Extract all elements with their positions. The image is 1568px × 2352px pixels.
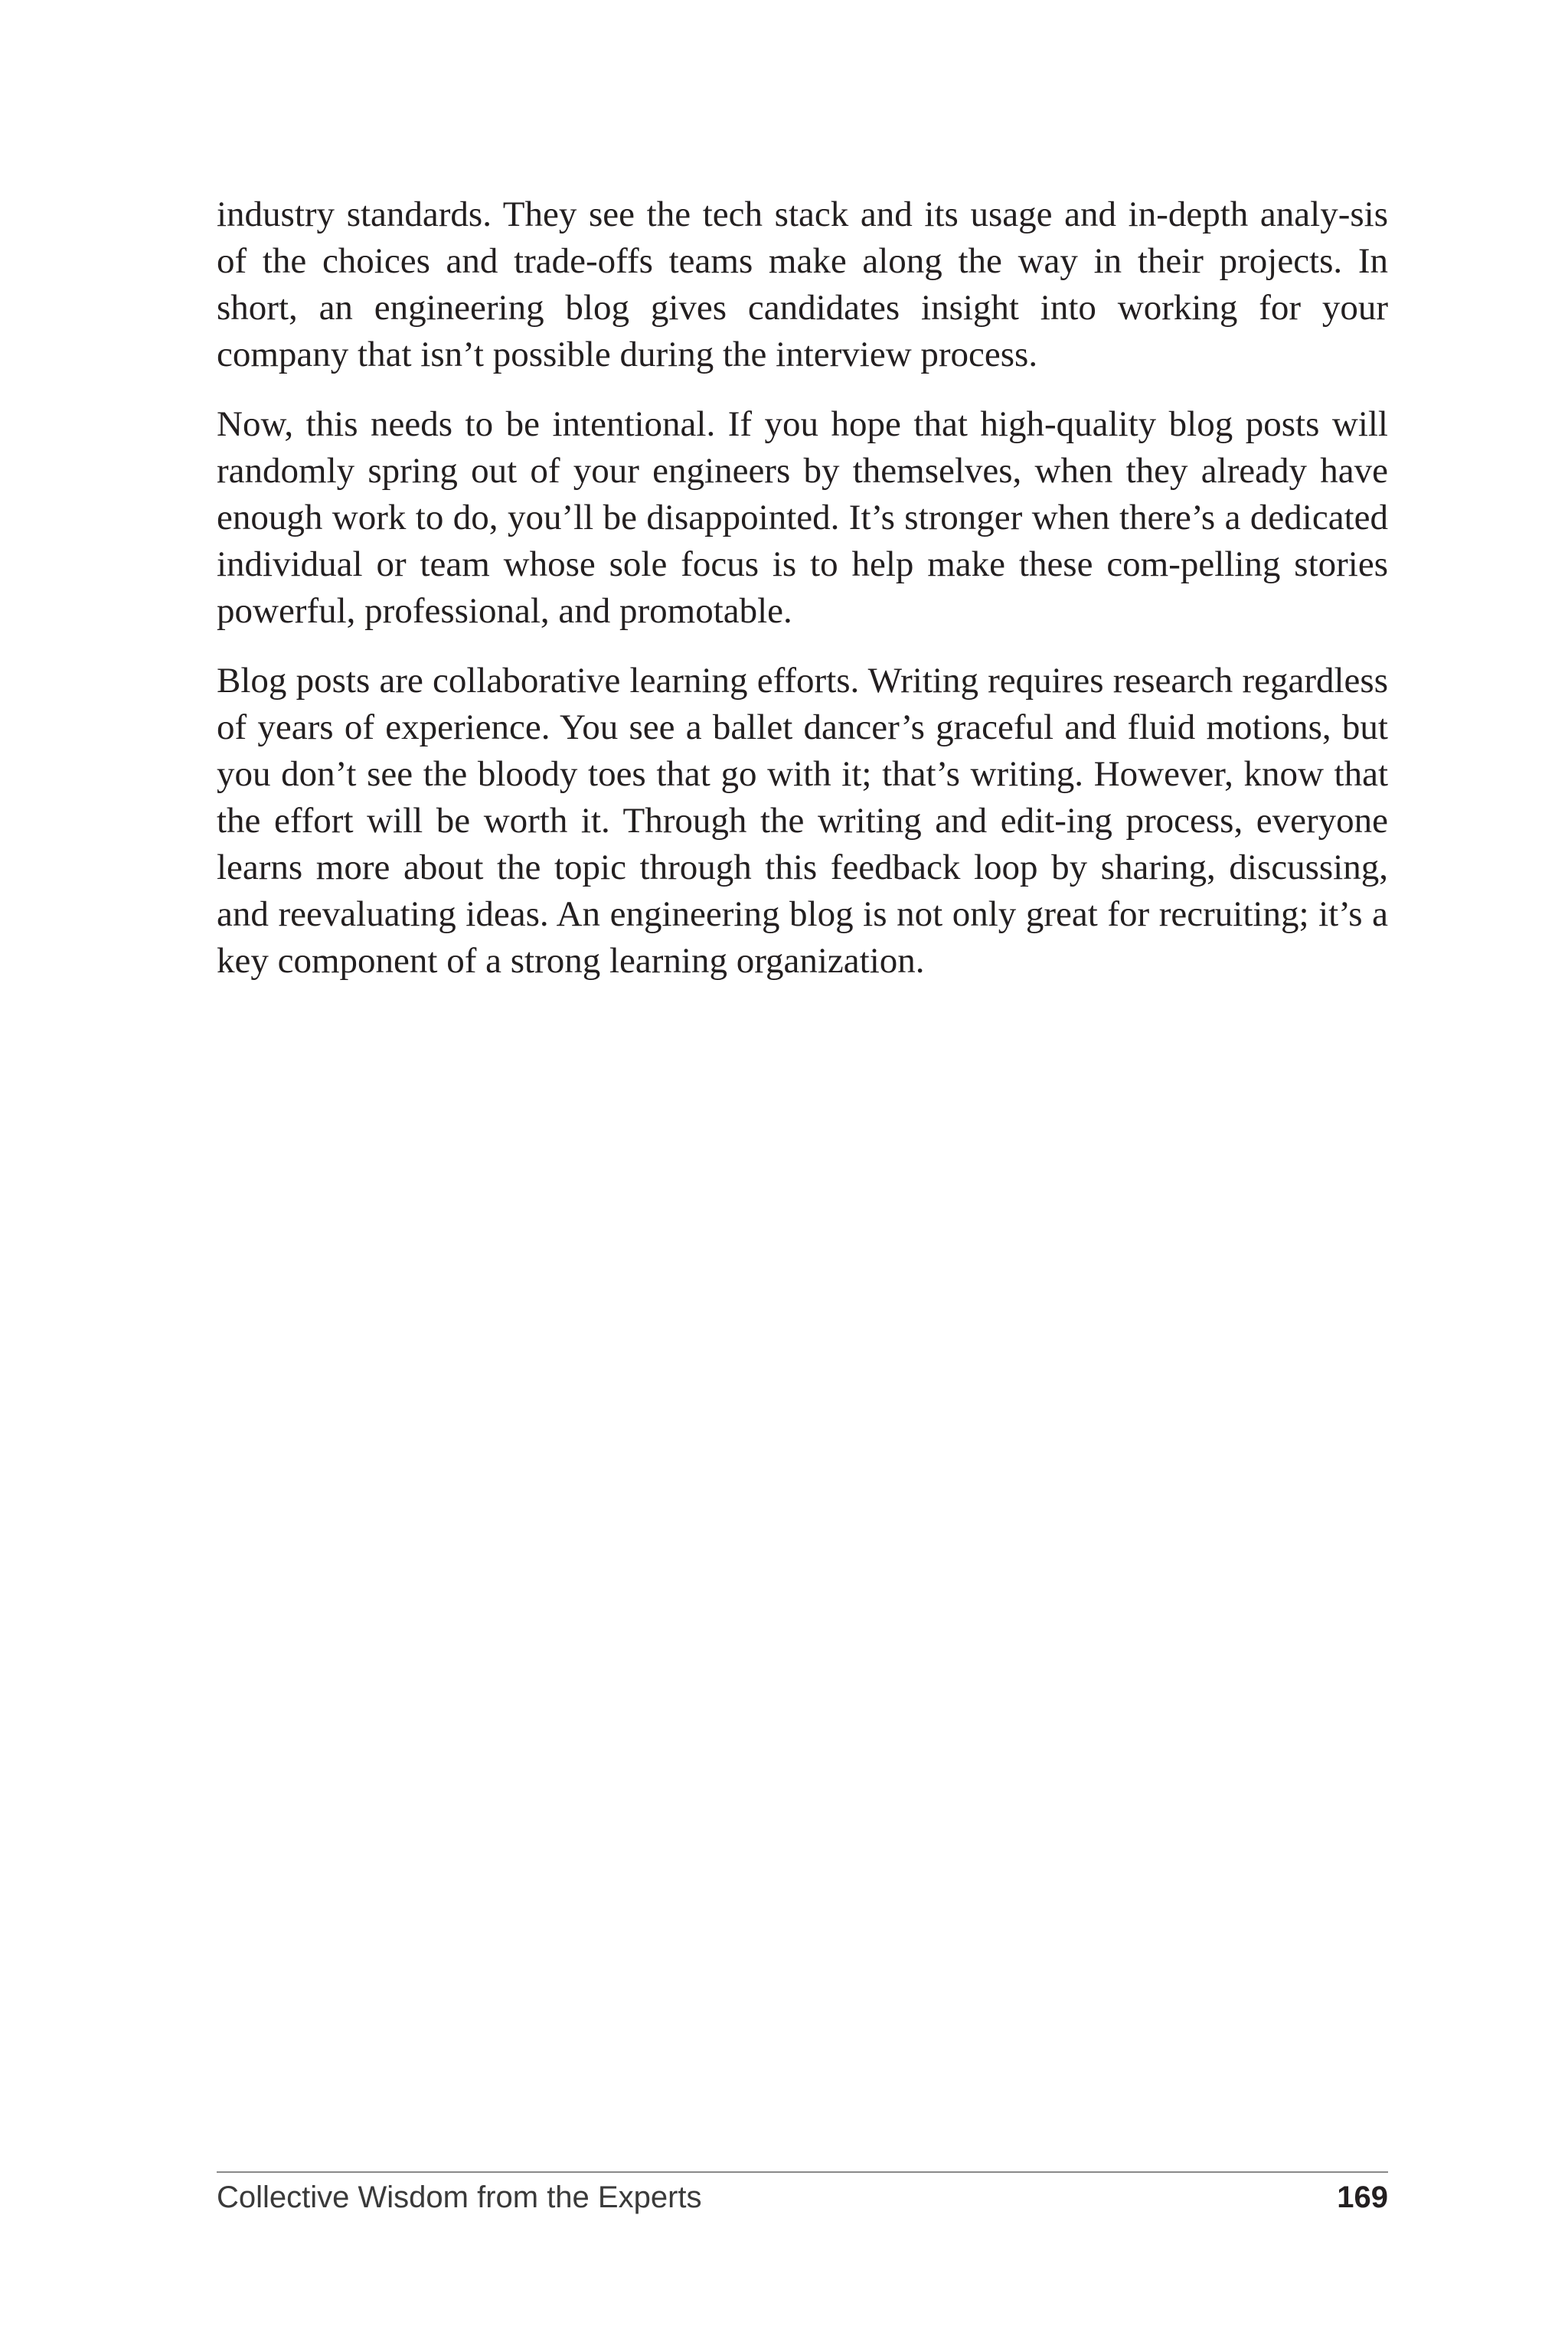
body-text xyxy=(217,191,1388,1008)
page-footer xyxy=(217,2176,1388,2222)
paragraph-1: industry standards. They see the tech stack and its usage and in-depth analy-sis of the choices and trade-offs teams make along the way in their projects. In short, an engineering blog gives candidates insight into working for your company that isn’t possible during the interview process. xyxy=(217,194,1388,374)
footer-divider xyxy=(217,2171,1388,2173)
paragraph-3: Blog posts are collaborative learning efforts. Writing requires research regardless of years of experience. You see a ballet dancer’s graceful and fluid motions, but you don’t see the bloody toes that go with it; that’s writing. However, know that the effort will be worth it. Through the writing and edit-ing process, everyone learns more about the topic through this feedback loop by sharing, discussing, and reevaluating ideas. An engineering blog is not only great for recruiting; it’s a key component of a strong learning organization. xyxy=(217,661,1388,981)
page-number: 169 xyxy=(1337,2180,1388,2214)
paragraph-2: Now, this needs to be intentional. If you hope that high-quality blog posts will randomly spring out of your engineers by themselves, when they already have enough work to do, you’ll be disappointed. It’s stronger when there’s a dedicated individual or team whose sole focus is to help make these com-pelling stories powerful, professional, and promotable. xyxy=(217,404,1388,631)
running-footer-title: Collective Wisdom from the Experts xyxy=(217,2180,702,2214)
